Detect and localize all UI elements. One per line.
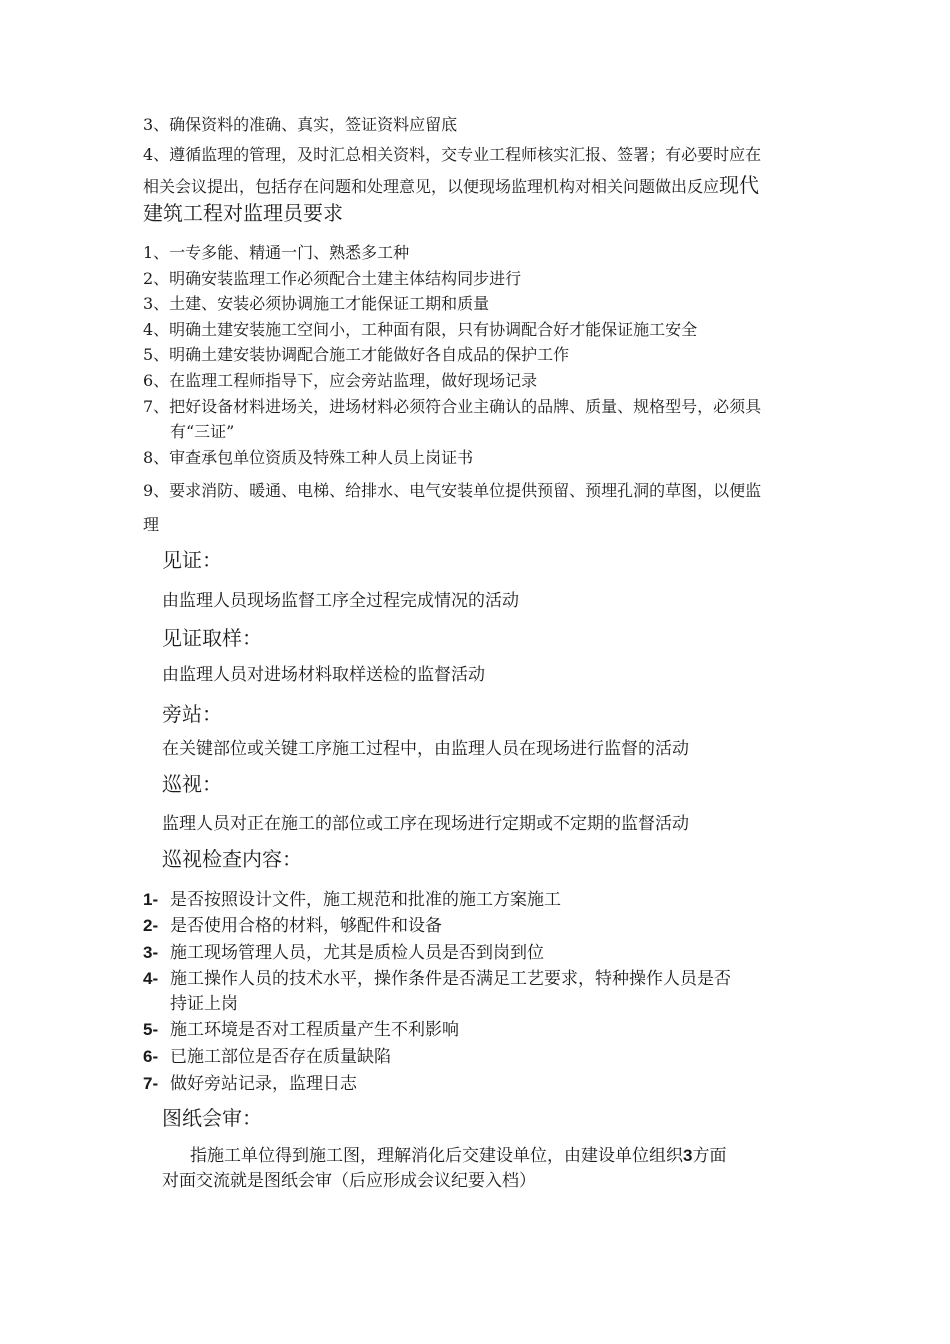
intro-item-4-line2 [143,173,759,197]
section-title-part1: 现代 [719,173,760,197]
patrol-item-number: 4- [143,969,159,988]
requirement-item-3: 3、土建、安装必须协调施工才能保证工期和质量 [143,294,490,313]
sampling-heading: 见证取样： [162,626,262,650]
requirement-item-7-cont: 有“三证” [170,422,235,441]
patrol-item-text: 是否使用合格的材料，够配件和设备 [170,916,442,936]
requirement-item-2: 2、明确安装监理工作必须配合土建主体结构同步进行 [143,269,522,288]
patrol-item-text: 施工环境是否对工程质量产生不利影响 [170,1020,459,1040]
patrol-item-number: 1- [143,890,159,909]
patrol-item-number: 7- [143,1074,159,1093]
patrol-item-number: 6- [143,1047,159,1066]
patrol-item-2 [143,915,442,937]
patrol-item-text: 是否按照设计文件，施工规范和批准的施工方案施工 [170,890,561,910]
drawing-review-line1 [190,1145,726,1167]
patrol-item-4-cont: 持证上岗 [170,994,238,1014]
sampling-text: 由监理人员对进场材料取样送检的监督活动 [162,665,485,685]
patrol-item-1 [143,889,561,911]
witness-text: 由监理人员现场监督工序全过程完成情况的活动 [162,591,519,611]
drawing-review-heading: 图纸会审： [162,1106,262,1130]
patrol-item-number: 3- [143,943,159,962]
requirement-item-9-cont: 理 [143,515,160,534]
patrol-text: 监理人员对正在施工的部位或工序在现场进行定期或不定期的监督活动 [162,814,689,834]
patrol-item-text: 做好旁站记录，监理日志 [170,1074,357,1094]
intro-item-4-text: 相关会议提出，包括存在问题和处理意见，以便现场监理机构对相关问题做出反应 [143,177,720,196]
sidestation-text: 在关键部位或关键工序施工过程中，由监理人员在现场进行监督的活动 [162,739,689,759]
patrol-heading: 巡视： [162,772,222,796]
drawing-review-number: 3 [683,1146,693,1165]
requirement-item-5: 5、明确土建安装协调配合施工才能做好各自成品的保护工作 [143,345,570,364]
patrol-item-text: 施工现场管理人员，尤其是质检人员是否到岗到位 [170,943,544,963]
requirement-item-1: 1、一专多能、精通一门、熟悉多工种 [143,243,410,262]
patrol-item-6 [143,1046,391,1068]
patrol-content-heading: 巡视检查内容： [162,847,302,871]
section-title-part2: 建筑工程对监理员要求 [143,201,343,225]
patrol-item-text: 已施工部位是否存在质量缺陷 [170,1047,391,1067]
patrol-item-text: 施工操作人员的技术水平，操作条件是否满足工艺要求，特种操作人员是否 [170,969,731,989]
patrol-item-3 [143,942,544,964]
intro-item-3: 3、确保资料的准确、真实，签证资料应留底 [143,115,458,134]
requirement-item-8: 8、审查承包单位资质及特殊工种人员上岗证书 [143,448,474,467]
requirement-item-9: 9、要求消防、暖通、电梯、给排水、电气安装单位提供预留、预埋孔洞的草图，以便监 [143,481,762,500]
patrol-item-number: 5- [143,1020,159,1039]
requirement-item-6: 6、在监理工程师指导下，应会旁站监理，做好现场记录 [143,371,538,390]
requirement-item-4: 4、明确土建安装施工空间小，工种面有限，只有协调配合好才能保证施工安全 [143,320,698,339]
requirement-item-7: 7、把好设备材料进场关，进场材料必须符合业主确认的品牌、质量、规格型号，必须具 [143,397,762,416]
drawing-review-text-b: 方面 [692,1146,727,1166]
witness-heading: 见证： [162,548,222,572]
drawing-review-line2: 对面交流就是图纸会审（后应形成会议纪要入档） [162,1171,536,1191]
patrol-item-number: 2- [143,916,159,935]
patrol-item-4 [143,968,731,990]
intro-item-4-line1: 4、遵循监理的管理，及时汇总相关资料，交专业工程师核实汇报、签署；有必要时应在 [143,145,762,164]
patrol-item-5 [143,1019,459,1041]
sidestation-heading: 旁站： [162,702,222,726]
drawing-review-text-a: 指施工单位得到施工图，理解消化后交建设单位，由建设单位组织 [190,1146,683,1166]
patrol-item-7 [143,1073,357,1095]
